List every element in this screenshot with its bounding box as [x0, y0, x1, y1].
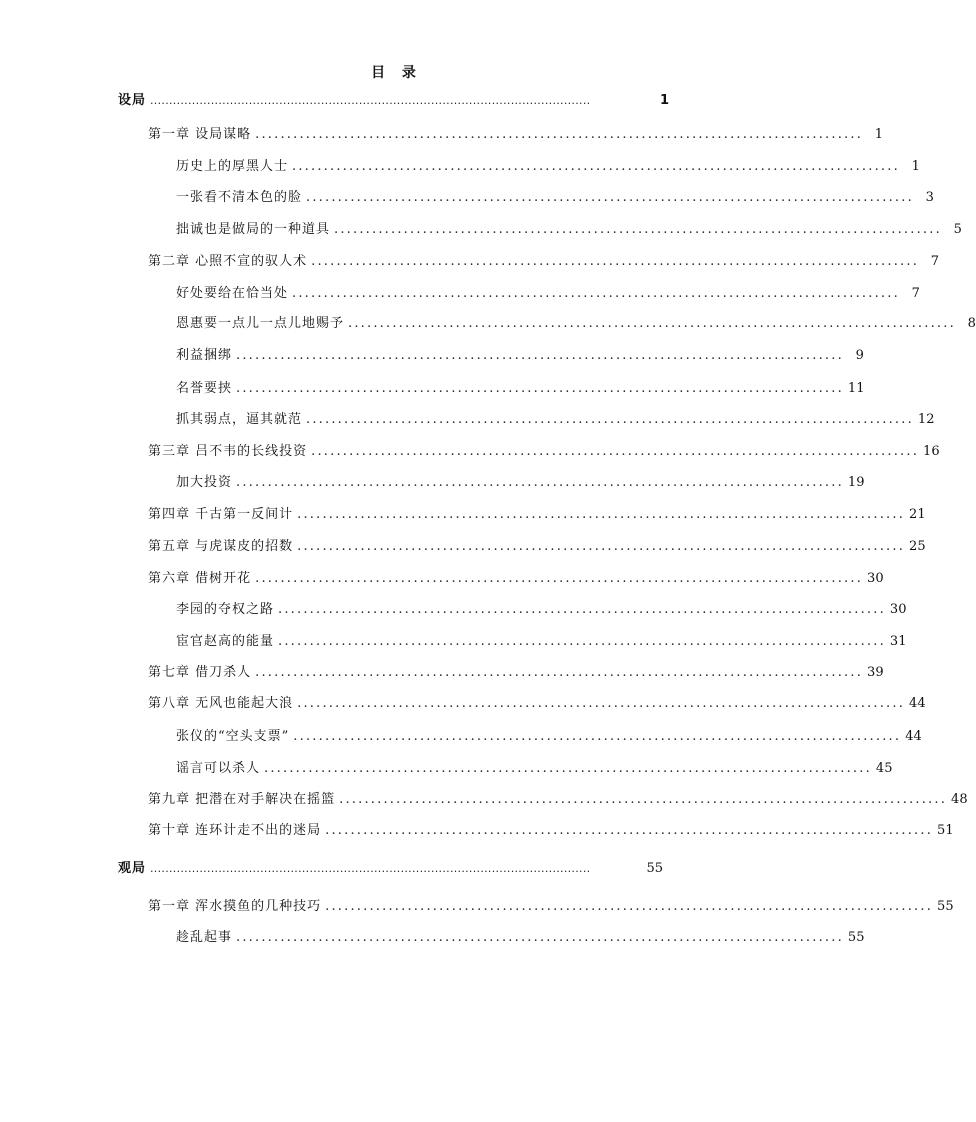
toc-entry-page: 39	[867, 665, 884, 680]
toc-entry-label: 恩惠要一点儿一点儿地赐予	[176, 316, 345, 331]
toc-entry-label: 第二章 心照不宣的驭人术	[148, 254, 308, 269]
toc-chapter-entry[interactable]	[148, 661, 884, 680]
toc-entry-label: 第八章 无风也能起大浪	[148, 696, 294, 711]
toc-entry-label: 观局	[118, 861, 147, 876]
toc-chapter-entry[interactable]	[148, 788, 968, 807]
toc-title: 目 录	[371, 65, 422, 81]
toc-entry-label: 加大投资	[176, 475, 233, 490]
toc-entry-label: 趁乱起事	[176, 930, 233, 945]
toc-chapter-entry[interactable]	[148, 895, 954, 914]
toc-entry-label: 第七章 借刀杀人	[148, 665, 252, 680]
dot-leader: ................................................................................................	[236, 348, 844, 363]
toc-entry-label: 一张看不清本色的脸	[176, 190, 303, 205]
toc-section-entry[interactable]	[176, 408, 935, 427]
toc-entry-label: 抓其弱点，逼其就范	[176, 412, 303, 427]
toc-entry-page: 1	[659, 93, 669, 108]
toc-entry-page: 55	[937, 899, 954, 914]
toc-entry-label: 谣言可以杀人	[176, 761, 261, 776]
toc-chapter-entry[interactable]	[148, 123, 884, 142]
toc-entry-label: 利益捆绑	[176, 348, 233, 363]
dot-leader: ................................................................................................	[255, 665, 864, 680]
toc-chapter-entry[interactable]	[148, 535, 926, 554]
dot-leader: ................................................................................................	[236, 475, 844, 490]
toc-section-entry[interactable]	[176, 377, 865, 396]
dot-leader: ................................................................................................	[292, 159, 900, 174]
dot-leader: ................................................................................................	[297, 696, 906, 711]
toc-entry-page: 8	[967, 316, 976, 331]
toc-entry-label: 李园的夺权之路	[176, 602, 275, 617]
toc-entry-label: 第十章 连环计走不出的迷局	[148, 823, 322, 838]
toc-section-entry[interactable]	[176, 630, 907, 649]
toc-section-entry[interactable]	[176, 471, 865, 490]
dot-leader: ................................................................................................	[293, 729, 902, 744]
dot-leader: ................................................................................................	[306, 412, 914, 427]
dot-leader: ................................................................................................	[297, 539, 906, 554]
toc-entry-page: 11	[847, 381, 865, 396]
toc-entry-label: 第四章 千古第一反间计	[148, 507, 294, 522]
toc-entry-label: 好处要给在恰当处	[176, 286, 289, 301]
toc-entry-label: 拙诚也是做局的一种道具	[176, 222, 331, 237]
dot-leader: ................................................................................................	[334, 222, 942, 237]
toc-section-entry[interactable]	[176, 186, 934, 205]
toc-entry-page: 19	[847, 475, 865, 490]
toc-entry-page: 44	[909, 696, 926, 711]
toc-entry-page: 55	[646, 861, 663, 876]
toc-entry-page: 16	[923, 444, 940, 459]
toc-chapter-entry[interactable]	[148, 692, 926, 711]
dot-leader: ................................................................................................	[278, 602, 886, 617]
toc-entry-label: 第三章 吕不韦的长线投资	[148, 444, 308, 459]
toc-entry-label: 宦官赵高的能量	[176, 634, 275, 649]
toc-entry-page: 7	[911, 286, 920, 301]
toc-entry-page: 44	[905, 729, 922, 744]
toc-entry-page: 12	[917, 412, 935, 427]
toc-section-entry[interactable]	[176, 598, 907, 617]
dot-leader: ................................................................................................	[311, 254, 920, 269]
toc-entry-label: 张仪的“空头支票”	[176, 729, 290, 744]
toc-chapter-entry[interactable]	[148, 503, 926, 522]
toc-entry-label: 第九章 把潜在对手解决在摇篮	[148, 792, 336, 807]
toc-section-entry[interactable]	[176, 725, 922, 744]
toc-section-entry[interactable]	[176, 282, 920, 301]
toc-entry-page: 51	[937, 823, 954, 838]
dot-leader: ................................................................................................	[255, 571, 864, 586]
toc-entry-label: 第一章 设局谋略	[148, 127, 252, 142]
toc-entry-page: 30	[867, 571, 884, 586]
toc-section-entry[interactable]	[176, 218, 962, 237]
dot-leader: ................................................................................................	[255, 127, 864, 142]
toc-entry-page: 7	[930, 254, 940, 269]
toc-part-entry[interactable]	[118, 89, 669, 108]
toc-section-entry[interactable]	[176, 312, 976, 331]
toc-chapter-entry[interactable]	[148, 250, 940, 269]
toc-entry-label: 第六章 借树开花	[148, 571, 252, 586]
toc-entry-page: 45	[875, 761, 893, 776]
dot-leader: ................................................................................................	[292, 286, 900, 301]
toc-chapter-entry[interactable]	[148, 440, 940, 459]
toc-entry-page: 25	[909, 539, 926, 554]
toc-entry-label: 设局	[118, 93, 147, 108]
dot-leader: ................................................................................................	[339, 792, 948, 807]
toc-entry-page: 48	[951, 792, 968, 807]
toc-entry-page: 30	[889, 602, 907, 617]
toc-section-entry[interactable]	[176, 344, 864, 363]
toc-section-entry[interactable]	[176, 757, 893, 776]
toc-section-entry[interactable]	[176, 155, 920, 174]
toc-entry-label: 第五章 与虎谋皮的招数	[148, 539, 294, 554]
toc-entry-page: 21	[909, 507, 926, 522]
dot-leader: ................................................................................................	[311, 444, 920, 459]
toc-entry-page: 31	[889, 634, 907, 649]
toc-entry-page: 1	[911, 159, 920, 174]
toc-section-entry[interactable]	[176, 926, 865, 945]
toc-entry-label: 历史上的厚黑人士	[176, 159, 289, 174]
dot-leader: ................................................................................................	[264, 761, 872, 776]
toc-entry-page: 3	[925, 190, 934, 205]
dot-leader: ................................................................................................	[325, 899, 934, 914]
dot-leader: ................................................................................................	[278, 634, 886, 649]
dot-leader: ................................................................................................	[297, 507, 906, 522]
toc-chapter-entry[interactable]	[148, 819, 954, 838]
toc-entry-page: 5	[953, 222, 962, 237]
toc-entry-page: 55	[847, 930, 865, 945]
dot-leader: ................................................................................................	[348, 316, 956, 331]
toc-part-entry[interactable]	[118, 857, 663, 876]
dot-leader: ................................................................................................	[306, 190, 914, 205]
toc-entry-page: 9	[855, 348, 864, 363]
toc-entry-label: 第一章 浑水摸鱼的几种技巧	[148, 899, 322, 914]
dot-leader: ....................................................................................................................	[150, 862, 591, 875]
dot-leader: ................................................................................................	[325, 823, 934, 838]
toc-entry-label: 名誉要挟	[176, 381, 233, 396]
dot-leader: ................................................................................................	[236, 381, 844, 396]
toc-entry-page: 1	[874, 127, 884, 142]
toc-chapter-entry[interactable]	[148, 567, 884, 586]
dot-leader: ....................................................................................................................	[150, 94, 591, 107]
dot-leader: ................................................................................................	[236, 930, 844, 945]
